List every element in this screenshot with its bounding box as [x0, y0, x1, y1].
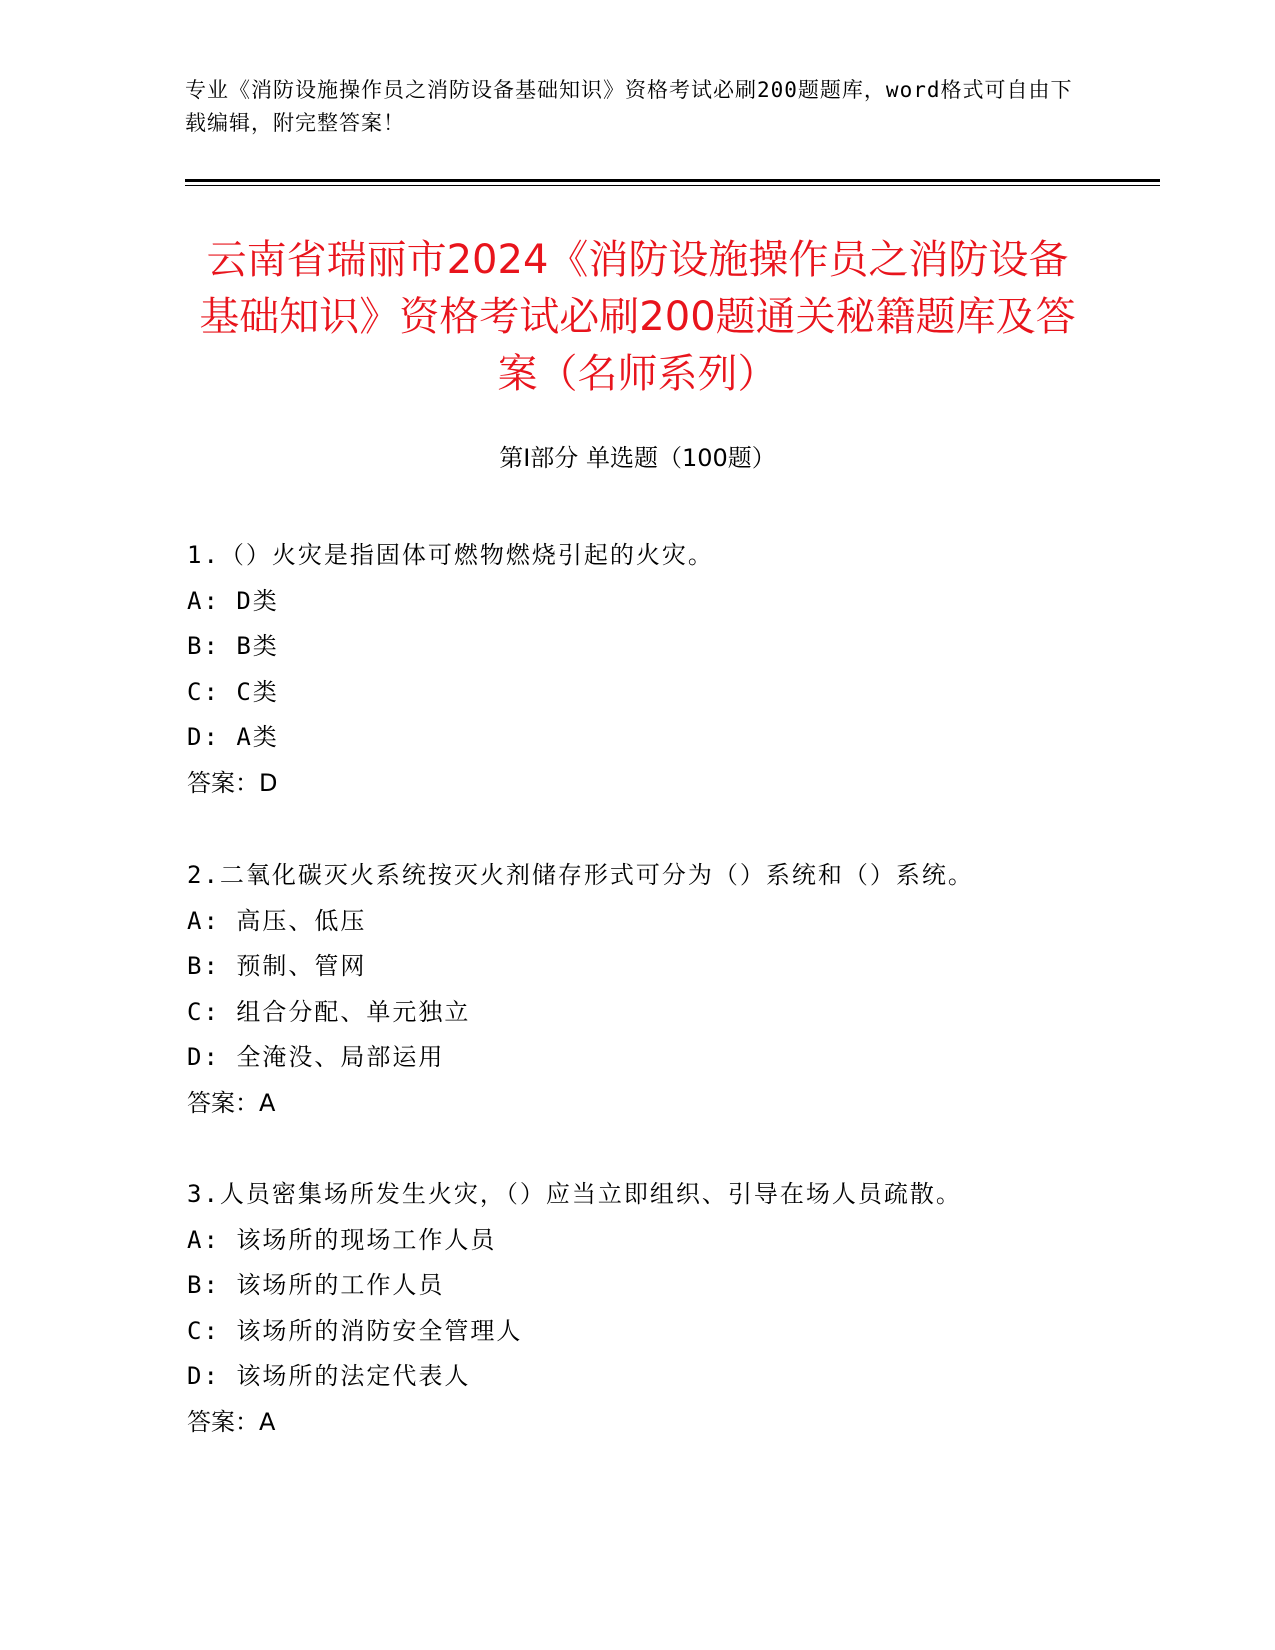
option-d: D: A类 [187, 723, 279, 751]
answer: 答案：D [187, 768, 278, 797]
option-b: B: 该场所的工作人员 [187, 1271, 445, 1299]
header-rule-thin [185, 185, 1160, 186]
document-title: 云南省瑞丽市2024《消防设施操作员之消防设备基础知识》资格考试必刷200题通关秘籍题库及答案（名师系列） [199, 237, 1076, 397]
option-b: B: 预制、管网 [187, 952, 367, 980]
answer: 答案：A [187, 1088, 276, 1117]
question-2 [187, 853, 1147, 1126]
answer: 答案：A [187, 1407, 276, 1436]
option-c: C: 该场所的消防安全管理人 [187, 1316, 523, 1345]
question-stem: 3.人员密集场所发生火灾，（）应当立即组织、引导在场人员疏散。 [187, 1180, 962, 1208]
question-stem: 2.二氧化碳灭火系统按灭火剂储存形式可分为（）系统和（）系统。 [187, 861, 974, 889]
option-c: C: 组合分配、单元独立 [187, 997, 471, 1026]
question-1 [187, 533, 1147, 806]
header-note: 专业《消防设施操作员之消防设备基础知识》资格考试必刷200题题库，word格式可自由下载编辑，附完整答案！ [185, 78, 1073, 135]
option-c: C: C类 [187, 677, 279, 706]
option-a: A: 高压、低压 [187, 906, 367, 935]
question-stem: 1.（）火灾是指固体可燃物燃烧引起的火灾。 [187, 541, 714, 569]
option-d: D: 全淹没、局部运用 [187, 1043, 445, 1071]
option-b: B: B类 [187, 632, 279, 660]
section-heading: 第Ⅰ部分 单选题（100题） [499, 444, 776, 472]
option-a: A: D类 [187, 586, 279, 615]
header-rule-thick [185, 179, 1160, 182]
question-3 [187, 1172, 1147, 1445]
option-d: D: 该场所的法定代表人 [187, 1362, 471, 1390]
option-a: A: 该场所的现场工作人员 [187, 1225, 497, 1254]
